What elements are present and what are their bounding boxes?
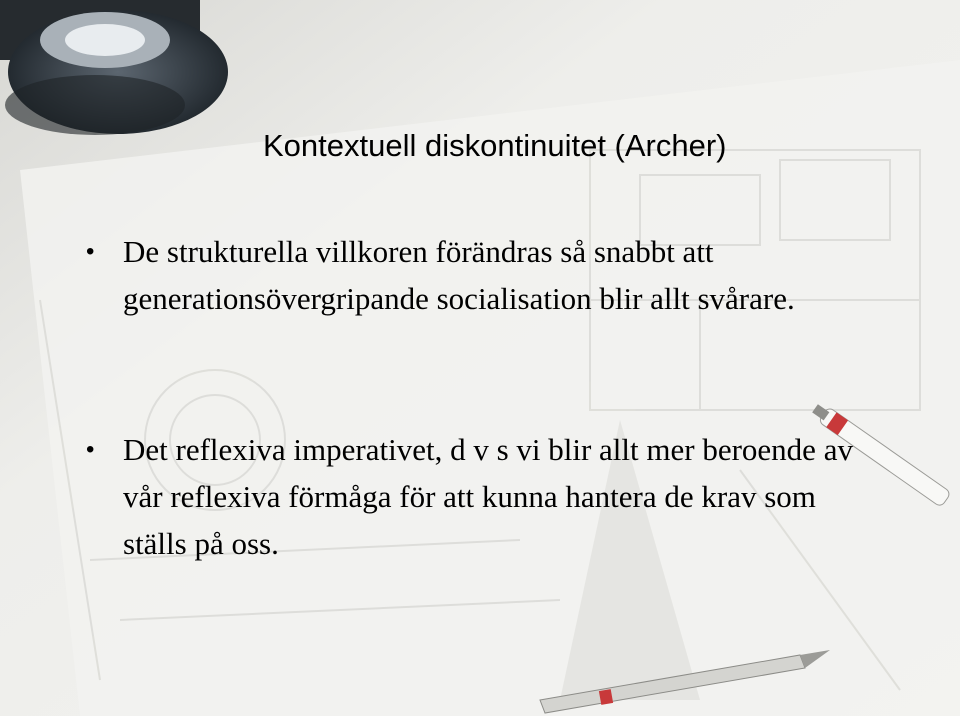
- bullet-dot: •: [86, 238, 95, 265]
- desk-lamp-icon: [0, 0, 228, 135]
- bullet-text-1: De strukturella villkoren förändras så snabbt att generationsövergripande socialisation blir allt svårare.: [123, 234, 795, 316]
- bullet-text-2: Det reflexiva imperativet, d v s vi blir allt mer beroende av vår reflexiva förmåga för att kunna hantera de krav som ställs på oss.: [123, 432, 853, 561]
- bullet-item-1: [86, 228, 883, 322]
- bullet-item-2: [86, 426, 883, 567]
- slide-title: Kontextuell diskontinuitet (Archer): [263, 128, 727, 163]
- bullet-dot: •: [86, 436, 95, 463]
